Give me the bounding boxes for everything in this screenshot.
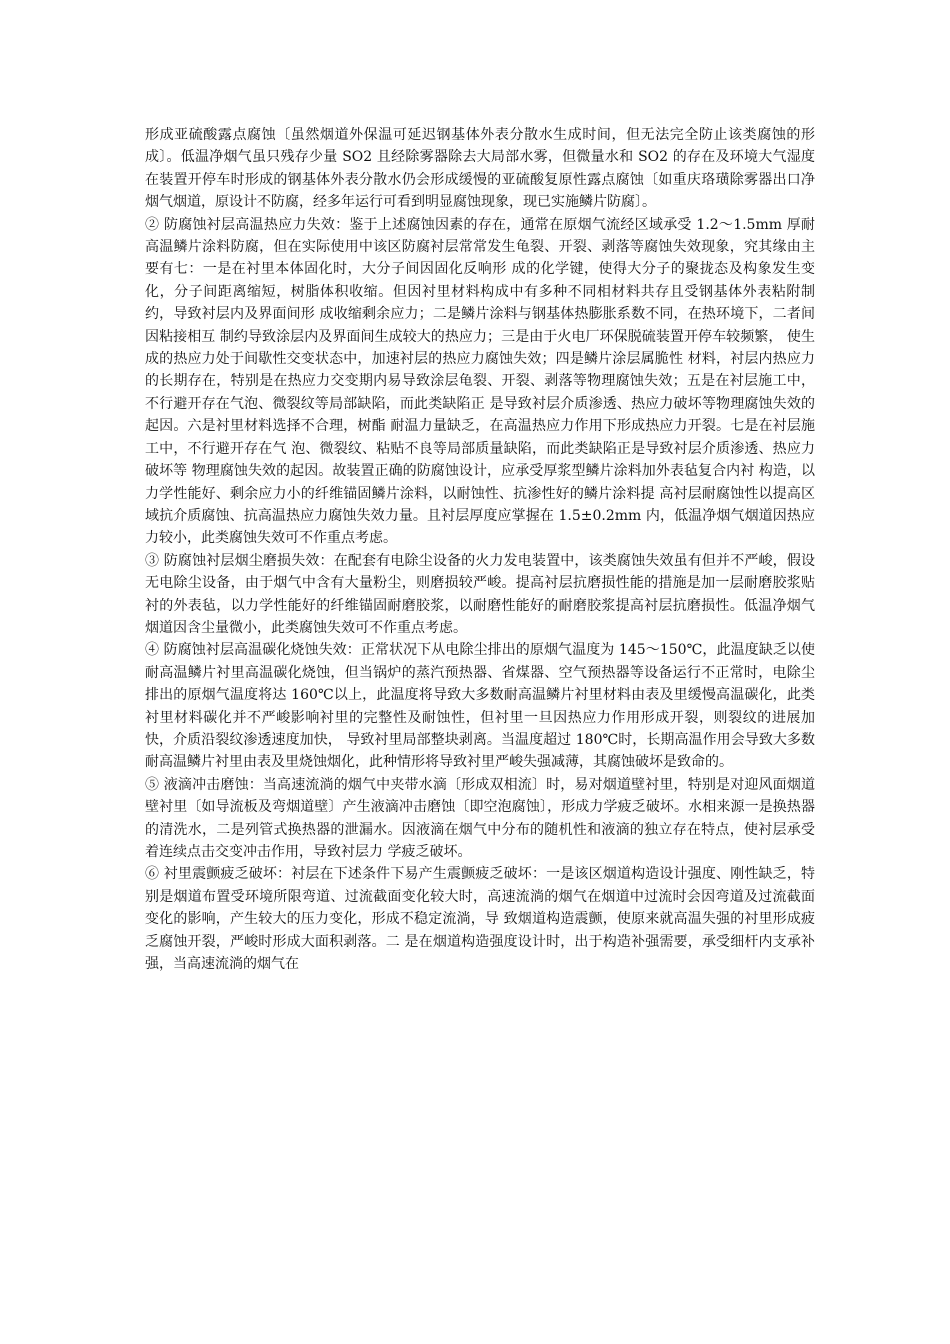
paragraph-3: ③ 防腐蚀衬层烟尘磨损失效：在配套有电除尘设备的火力发电装置中，该类腐蚀失效虽有但并不严峻，假设无电除尘设备，由于烟气中含有大量粉尘，则磨损较严峻。提高衬层抗磨损性能的措施是加一层耐磨胶浆贴衬的外表毡，以力学性能好的纤维锚固耐磨胶浆，以耐磨性能好的耐磨胶浆提高衬层抗磨损性。低温净烟气烟道因含尘量微小，此类腐蚀失效可不作重点考虑。 [145, 552, 815, 636]
paragraph-2: ② 防腐蚀衬层高温热应力失效：鉴于上述腐蚀因素的存在，通常在原烟气流经区域承受 1.2～1.5mm 厚耐高温鳞片涂料防腐，但在实际使用中该区防腐衬层常常发生龟裂、开裂、剥落等腐蚀失效现象，究其缘由主要有七：一是在衬里本体固化时，大分子间因固化反响形 成的化学键，使得大分子的聚拢态及构象发生变化，分子间距离缩短，树脂体积收缩。但因衬里材料构成中有多种不同相材料共存且受钢基体外表粘附制约，导致衬层内及界面间形 成收缩剩余应力；二是鳞片涂料与钢基体热膨胀系数不同，在热环境下，二者间因粘接相互 制约导致涂层内及界面间生成较大的热应力；三是由于火电厂环保脱硫装置开停车较频繁， 使生成的热应力处于间歇性交变状态中，加速衬层的热应力腐蚀失效；四是鳞片涂层属脆性 材料，衬层内热应力的长期存在，特别是在热应力交变期内易导致涂层龟裂、开裂、剥落等物理腐蚀失效；五是在衬层施工中，不行避开存在气泡、微裂纹等局部缺陷，而此类缺陷正 是导致衬层介质渗透、热应力破坏等物理腐蚀失效的起因。六是衬里材料选择不合理，树酯 耐温力量缺乏，在高温热应力作用下形成热应力开裂。七是在衬层施工中，不行避开存在气 泡、微裂纹、粘贴不良等局部质量缺陷，而此类缺陷正是导致衬层介质渗透、热应力破坏等 物理腐蚀失效的起因。故装置正确的防腐蚀设计，应承受厚浆型鳞片涂料加外表毡复合内衬 构造，以力学性能好、剩余应力小的纤维锚固鳞片涂料，以耐蚀性、抗渗性好的鳞片涂料提 高衬层耐腐蚀性以提高区域抗介质腐蚀、抗高温热应力腐蚀失效力量。且衬层厚度应掌握在 1.5±0.2mm 内，低温净烟气烟道因热应力较小，此类腐蚀失效可不作重点考虑。 [145, 216, 815, 547]
document-page [145, 124, 815, 975]
paragraph-1: 形成亚硫酸露点腐蚀〔虽然烟道外保温可延迟钢基体外表分散水生成时间，但无法完全防止该类腐蚀的形成〕。低温净烟气虽只残存少量 SO2 且经除雾器除去大局部水雾，但微量水和 SO2 的存在及环境大气湿度在装置开停车时形成的钢基体外表分散水仍会形成缓慢的亚硫酸复原性露点腐蚀〔如重庆珞璜除雾器出口净烟气烟道，原设计不防腐，经多年运行可看到明显腐蚀现象，现已实施鳞片防腐〕。 [145, 127, 815, 211]
paragraph-4: ④ 防腐蚀衬层高温碳化烧蚀失效：正常状况下从电除尘排出的原烟气温度为 145～150℃，此温度缺乏以使耐高温鳞片衬里高温碳化烧蚀，但当锅炉的蒸汽预热器、省煤器、空气预热器等设备运行不正常时，电除尘排出的原烟气温度将达 160℃以上，此温度将导致大多数耐高温鳞片衬里材料由表及里缓慢高温碳化，此类衬里材料碳化并不严峻影响衬里的完整性及耐蚀性，但衬里一旦因热应力作用形成开裂，则裂纹的进展加快，介质沿裂纹渗透速度加快， 导致衬里局部整块剥离。当温度超过 180℃时，长期高温作用会导致大多数耐高温鳞片衬里由表及里烧蚀烟化，此种情形将导致衬里严峻失强减薄，其腐蚀破坏是致命的。 [145, 642, 815, 771]
paragraph-5: ⑤ 液滴冲击磨蚀：当高速流淌的烟气中夹带水滴〔形成双相流〕时，易对烟道壁衬里，特别是对迎风面烟道壁衬里〔如导流板及弯烟道壁〕产生液滴冲击磨蚀〔即空泡腐蚀〕，形成力学疲乏破坏。水相来源一是换热器的清洗水，二是列管式换热器的泄漏水。因液滴在烟气中分布的随机性和液滴的独立存在特点，使衬层承受着连续点击交变冲击作用，导致衬层力 学疲乏破坏。 [145, 776, 815, 860]
paragraph-6: ⑥ 衬里震颤疲乏破坏：衬层在下述条件下易产生震颤疲乏破坏：一是该区烟道构造设计强度、刚性缺乏，特别是烟道布置受环境所限弯道、过流截面变化较大时，高速流淌的烟气在烟道中过流时会因弯道及过流截面变化的影响，产生较大的压力变化，形成不稳定流淌，导 致烟道构造震颤，使原来就高温失强的衬里形成疲乏腐蚀开裂，严峻时形成大面积剥落。二 是在烟道构造强度设计时，出于构造补强需要，承受细杆内支承补强，当高速流淌的烟气在 [145, 866, 815, 973]
